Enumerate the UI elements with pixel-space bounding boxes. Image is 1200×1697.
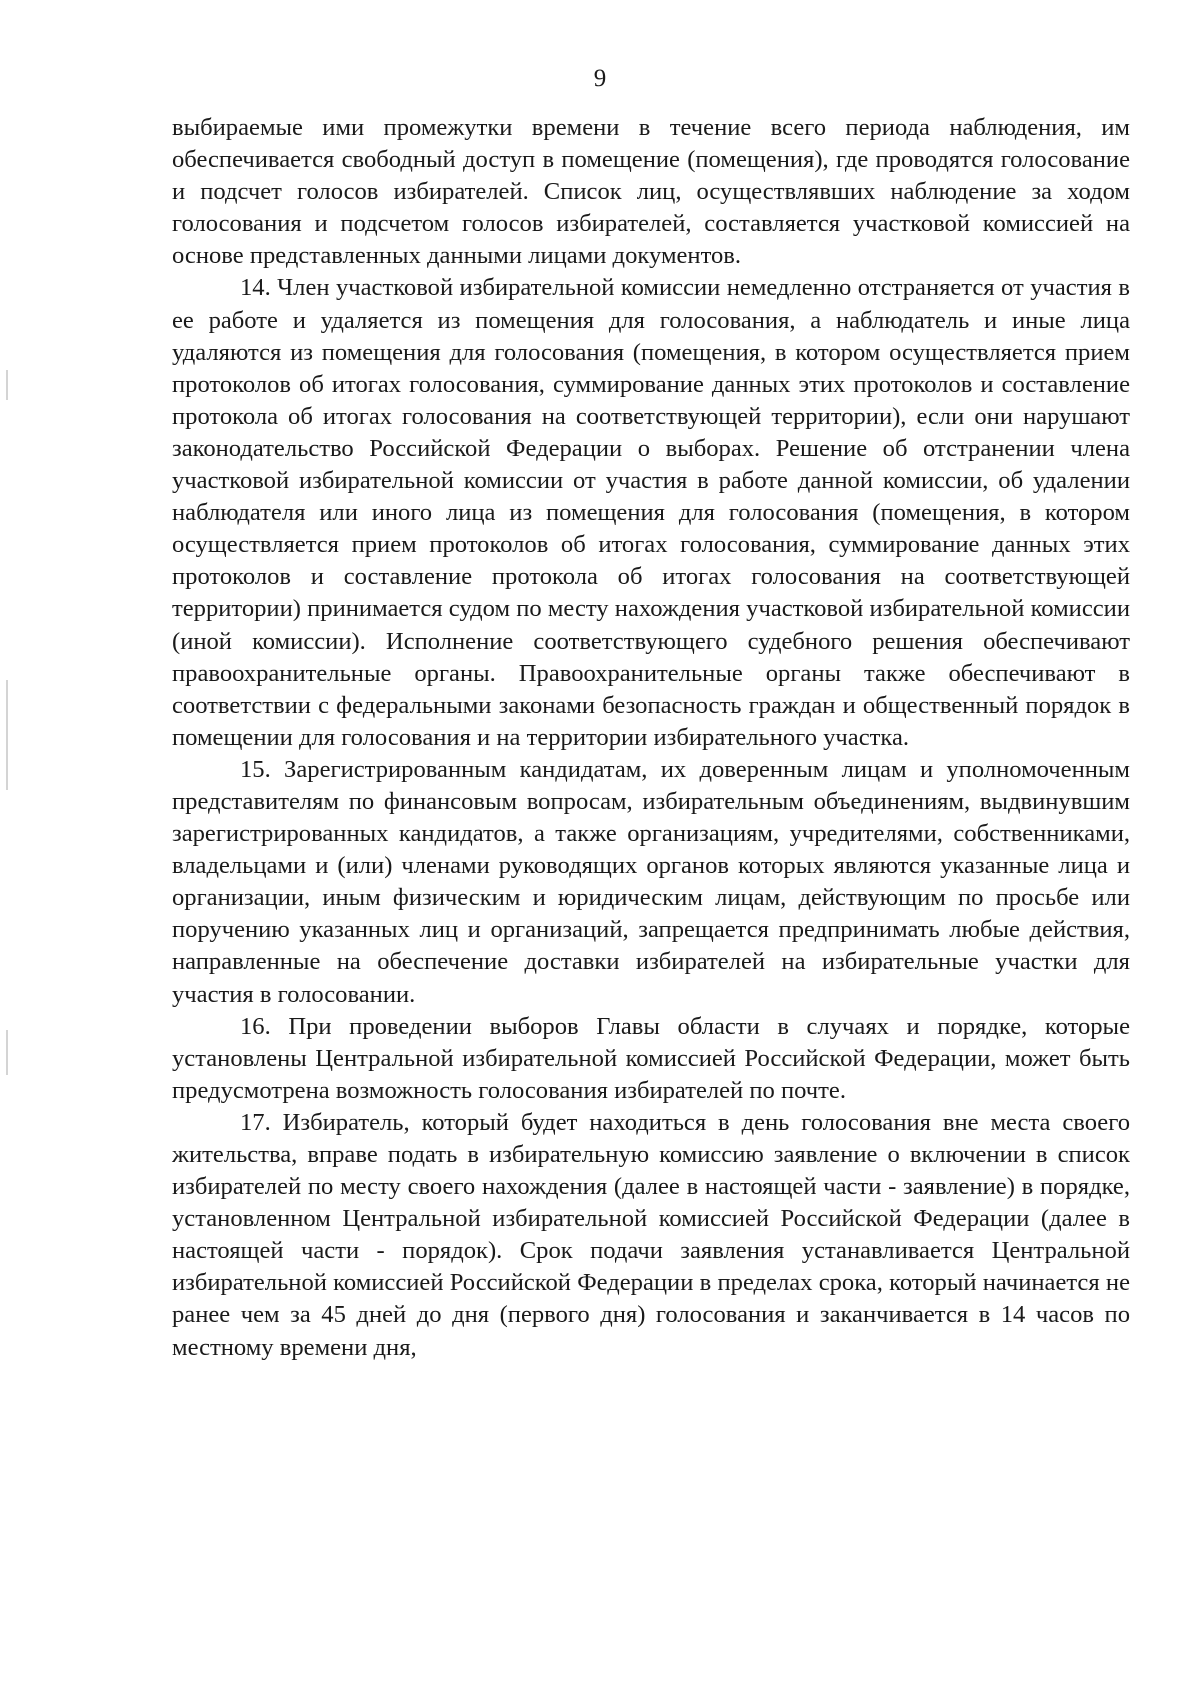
paragraph-continuation: выбираемые ими промежутки времени в течение всего периода наблюдения, им обеспечивается свободный доступ в помещение (помещения), где проводятся голосование и подсчет голосов избирателей. Список лиц, осуществлявших наблюдение за ходом голосования и подсчетом голосов избирателей, составляется участковой комиссией на основе представленных данными лицами документов. <box>172 114 1130 270</box>
page-number: 9 <box>593 65 607 92</box>
paragraph-15: 15. Зарегистрированным кандидатам, их доверенным лицам и уполномоченным представителям по финансовым вопросам, избирательным объединениям, выдвинувшим зарегистрированных кандидатов, а также организациям, учредителями, собственниками, владельцами и (или) членами руководящих органов которых являются указанные лица и организации, иным физическим и юридическим лицам, действующим по просьбе или поручению указанных лиц и организаций, запрещается предпринимать любые действия, направленные на обеспечение доставки избирателей на избирательные участки для участия в голосовании. <box>172 755 1130 1008</box>
paragraph-14: 14. Член участковой избирательной комиссии немедленно отстраняется от участия в ее работе и удаляется из помещения для голосования, а наблюдатель и иные лица удаляются из помещения для голосования (помещения, в котором осуществляется прием протоколов об итогах голосования, суммирование данных этих протоколов и составление протокола об итогах голосования на соответствующей территории), если они нарушают законодательство Российской Федерации о выборах. Решение об отстранении члена участковой избирательной комиссии от участия в работе данной комиссии, об удалении наблюдателя или иного лица из помещения для голосования (помещения, в котором осуществляется прием протоколов об итогах голосования, суммирование данных этих протоколов и составление протокола об итогах голосования на соответствующей территории) принимается судом по месту нахождения участковой избирательной комиссии (иной комиссии). Исполнение соответствующего судебного решения обеспечивают правоохранительные органы. Правоохранительные органы также обеспечивают в соответствии с федеральными законами безопасность граждан и общественный порядок в помещении для голосования и на территории избирательного участка. <box>172 274 1130 751</box>
scan-artifact <box>6 370 8 400</box>
document-body <box>172 112 1130 1364</box>
paragraph-16: 16. При проведении выборов Главы области в случаях и порядке, которые установлены Центральной избирательной комиссией Российской Федерации, может быть предусмотрена возможность голосования избирателей по почте. <box>172 1012 1130 1104</box>
paragraph-17: 17. Избиратель, который будет находиться в день голосования вне места своего жительства, вправе подать в избирательную комиссию заявление о включении в список избирателей по месту своего нахождения (далее в настоящей части - заявление) в порядке, установленном Центральной избирательной комиссией Российской Федерации (далее в настоящей части - порядок). Срок подачи заявления устанавливается Центральной избирательной комиссией Российской Федерации в пределах срока, который начинается не ранее чем за 45 дней до дня (первого дня) голосования и заканчивается в 14 часов по местному времени дня, <box>172 1108 1130 1361</box>
scan-artifact <box>6 680 8 790</box>
scan-artifact <box>6 1030 8 1075</box>
